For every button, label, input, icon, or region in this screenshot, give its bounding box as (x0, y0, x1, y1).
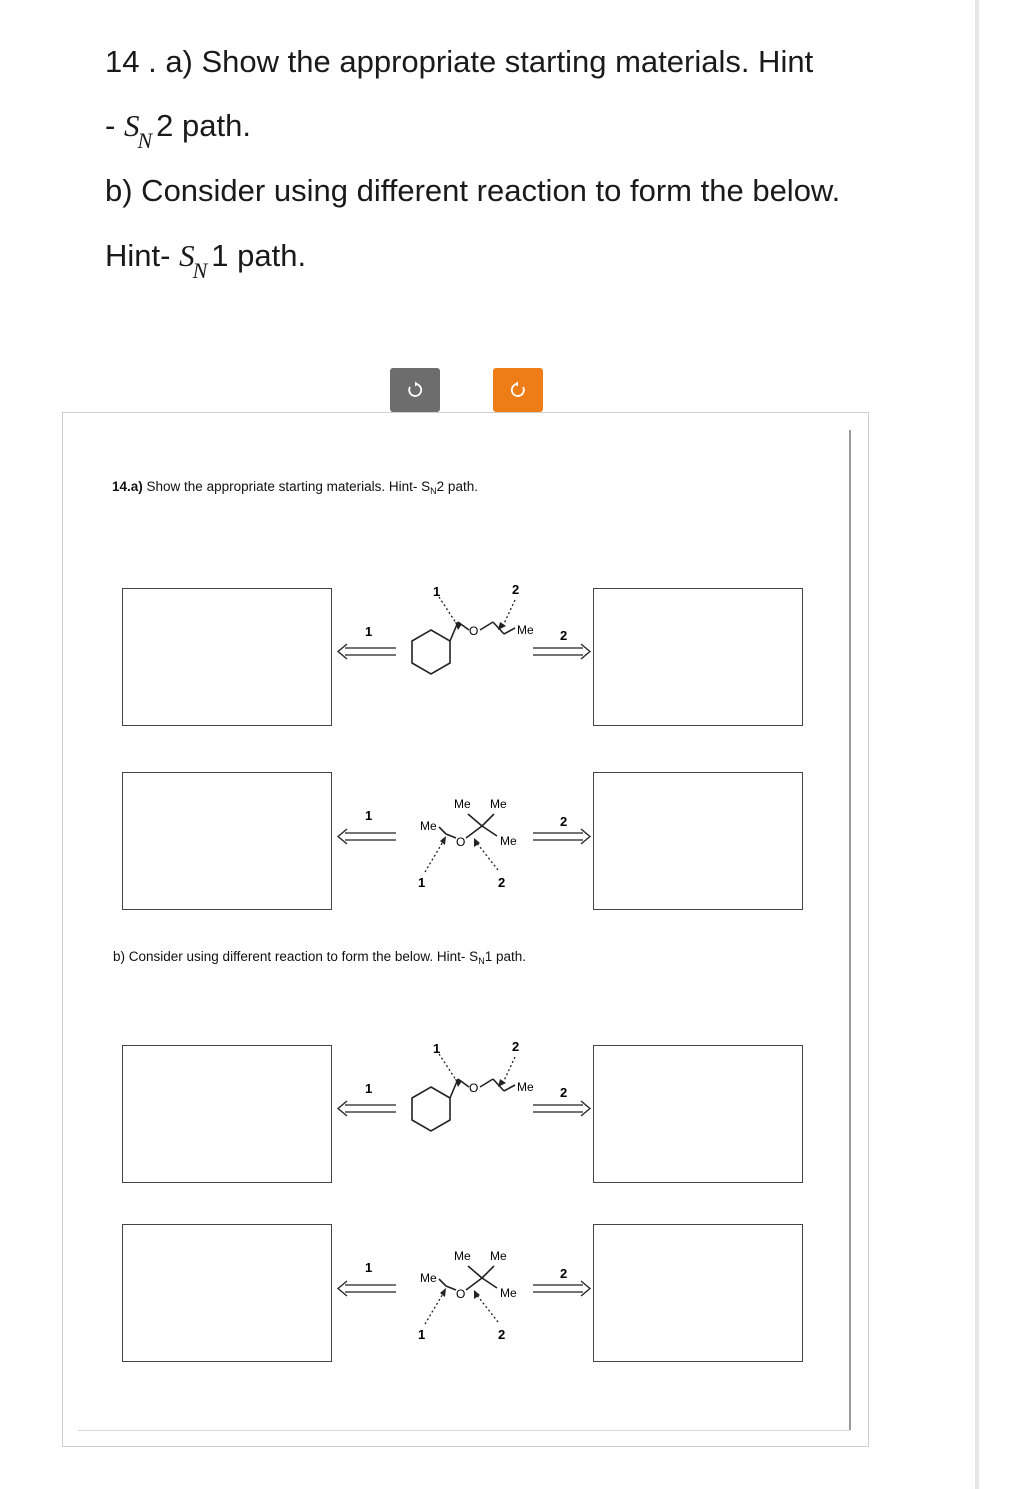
methyl-label: Me (420, 1271, 437, 1285)
page-scrollbar[interactable] (975, 0, 979, 1489)
disconnection-label-1: 1 (433, 584, 441, 599)
methyl-label: Me (517, 1080, 534, 1094)
oxygen-label: O (469, 1081, 479, 1095)
part-b-subscript: N (478, 956, 485, 966)
hint-prefix: Hint- (105, 238, 180, 273)
disconnection-label-1: 1 (433, 1041, 441, 1056)
o-to-ch-bond (480, 622, 493, 630)
disconnection-line-2 (476, 842, 498, 870)
retro-arrow-b2-right (533, 1266, 590, 1296)
svg-text:2: 2 (560, 1085, 568, 1100)
disconnection-label-1: 1 (418, 875, 426, 890)
part-a-end: 2 path. (436, 479, 478, 494)
svg-text:2: 2 (560, 814, 568, 829)
sn-subscript: N (192, 258, 208, 283)
hint-suffix: 2 path. (156, 108, 251, 143)
methyl-label: Me (490, 1249, 507, 1263)
methyl-label: Me (500, 834, 517, 848)
retro-arrow-b1-left (338, 1081, 396, 1116)
oxygen-label: O (456, 1287, 466, 1301)
svg-text:1: 1 (365, 1081, 373, 1096)
retro-arrow-a1-left (338, 624, 396, 659)
question-line-1: 14 . a) Show the appropriate starting materials. Hint (105, 44, 814, 79)
part-b-text: b) Consider using different reaction to form the below. Hint- S (113, 949, 479, 964)
methyl-label: Me (517, 623, 534, 637)
methyl-label: Me (490, 797, 507, 811)
disconnection-label-2: 2 (498, 1327, 506, 1342)
disconnection-line-1 (425, 840, 444, 872)
part-a-label: 14.a) (112, 479, 143, 494)
svg-text:2: 2 (560, 1266, 568, 1281)
disconnection-label-1: 1 (418, 1327, 426, 1342)
disconnection-label-2: 2 (512, 582, 520, 597)
svg-text:1: 1 (365, 1260, 373, 1275)
disconnection-arrowhead-2 (498, 622, 506, 630)
tert-butyl-ether-molecule-b (338, 1249, 590, 1342)
retro-arrow-b2-left (338, 1260, 396, 1296)
disconnection-arrowhead-2 (474, 838, 480, 847)
svg-text:1: 1 (365, 808, 373, 823)
oxygen-label: O (469, 624, 479, 638)
retro-arrow-b1-right (533, 1085, 590, 1116)
methyl-label: Me (454, 797, 471, 811)
disconnection-label-2: 2 (498, 875, 506, 890)
part-a-text: Show the appropriate starting materials. Hint- S (142, 479, 431, 494)
methyl-label: Me (500, 1286, 517, 1300)
retro-arrow-label-2: 2 (560, 628, 568, 643)
cyclohexane-ring (412, 630, 450, 674)
retro-arrow-a1-right (533, 628, 590, 659)
cyclohexyl-ether-molecule-a (412, 582, 534, 674)
retro-arrow-a2-left (338, 808, 396, 844)
question-line-3: b) Consider using different reaction to form the below. (105, 173, 841, 208)
retro-arrow-label-1: 1 (365, 624, 373, 639)
disconnection-label-2: 2 (512, 1039, 520, 1054)
methyl-label: Me (454, 1249, 471, 1263)
hint-suffix: 1 path. (211, 238, 307, 273)
sn-symbol: S (123, 108, 140, 143)
tert-butyl-ether-molecule-a (418, 797, 517, 890)
oxygen-label: O (456, 835, 466, 849)
methyl-label: Me (420, 819, 437, 833)
ch2-to-me-bond (504, 628, 515, 634)
hint-prefix: - (105, 108, 124, 143)
disconnection-line-2 (502, 600, 515, 628)
sn-symbol: S (179, 238, 195, 273)
disconnection-arrowhead-1 (440, 836, 446, 845)
part-a-subscript: N (430, 486, 437, 496)
sn-subscript: N (137, 128, 153, 153)
part-b-end: 1 path. (484, 949, 526, 964)
retro-arrow-a2-right (533, 814, 590, 844)
cyclohexyl-ether-molecule-b (338, 1039, 590, 1131)
disconnection-line-1 (439, 597, 458, 626)
